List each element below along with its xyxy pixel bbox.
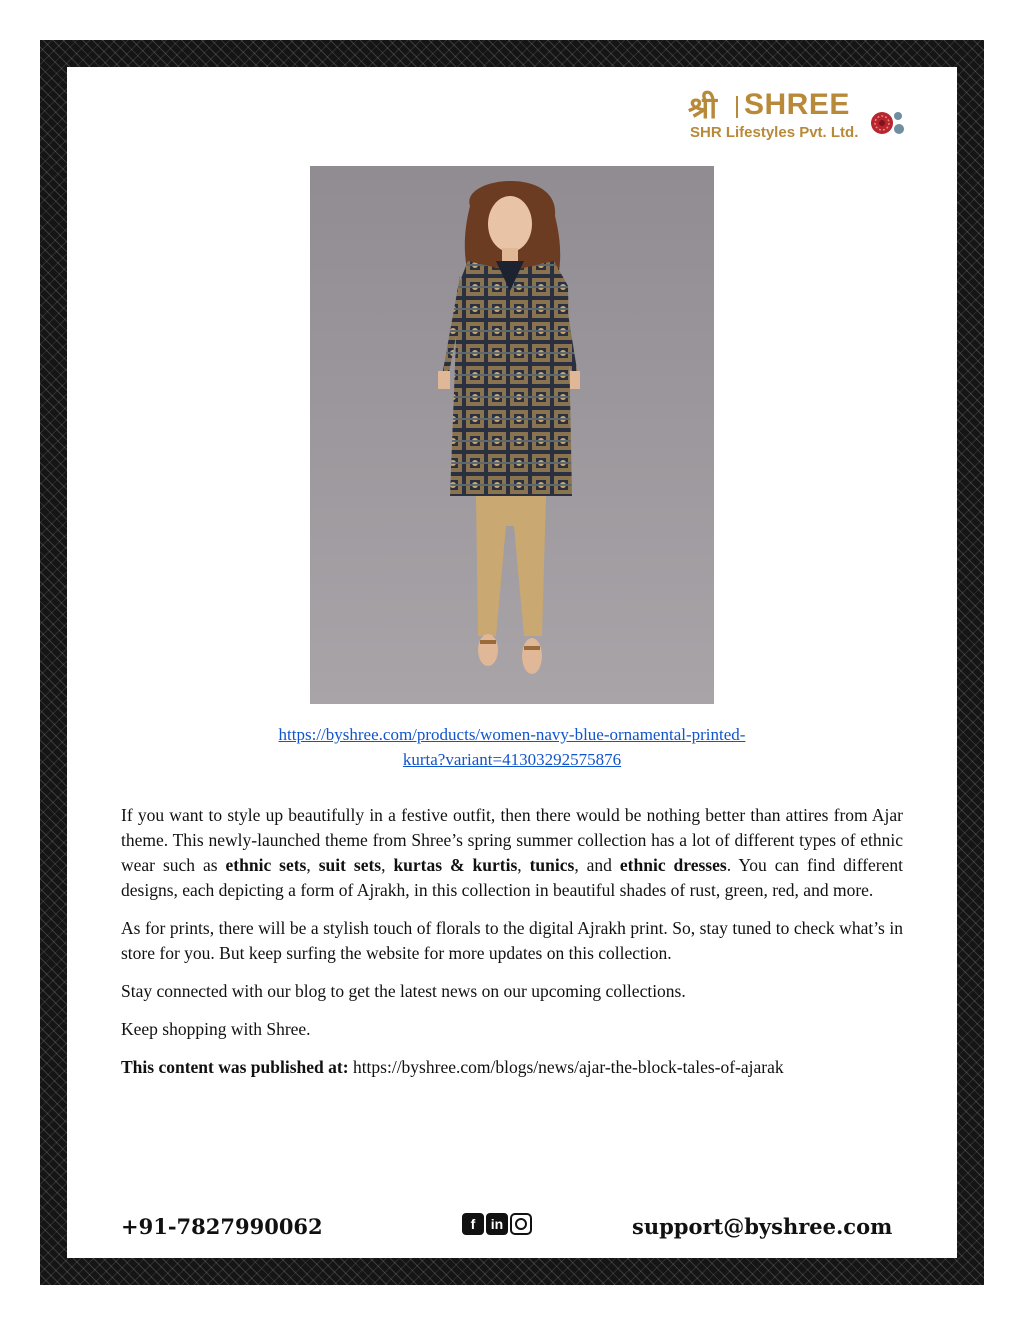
keyword-ethnic-dresses: ethnic dresses — [619, 855, 727, 875]
logo-divider — [736, 96, 738, 118]
logo-devanagari: श्री — [688, 91, 718, 126]
product-link-line-2[interactable]: kurta?variant=41303292575876 — [402, 750, 622, 769]
keyword-suit-sets: suit sets — [318, 855, 382, 875]
paragraph-1 — [121, 803, 903, 903]
footer-phone[interactable]: +91-7827990062 — [121, 1214, 323, 1239]
separator: , and — [574, 855, 620, 875]
facebook-icon[interactable]: f — [462, 1213, 484, 1235]
logo-wordmark: SHREE — [744, 88, 850, 121]
paragraph-1-end: . You can find different designs, each depicting a form of Ajrakh, in this collection in beautiful shades of rust, green, red, and more. — [121, 855, 904, 900]
paragraph-2: As for prints, there will be a stylish touch of florals to the digital Ajrakh print. So, stay tuned to check what’s in store for you. But keep surfing the website for more updates on this collection. — [121, 918, 903, 963]
published-label: This content was published at: — [121, 1057, 349, 1077]
paragraph-4: Keep shopping with Shree. — [121, 1019, 311, 1039]
published-url[interactable]: https://byshree.com/blogs/news/ajar-the-block-tales-of-ajarak — [348, 1057, 784, 1077]
keyword-kurtas-kurtis: kurtas & kurtis — [393, 855, 518, 875]
flower-icon — [868, 106, 908, 140]
footer-email[interactable]: support@byshree.com — [632, 1214, 893, 1239]
instagram-icon[interactable] — [510, 1213, 532, 1235]
separator: , — [381, 855, 394, 875]
article-body — [121, 803, 903, 1093]
keyword-tunics: tunics — [529, 855, 575, 875]
product-photo-kurta[interactable] — [310, 166, 714, 704]
social-icons — [462, 1213, 532, 1237]
logo-company-name: SHR Lifestyles Pvt. Ltd. — [690, 124, 859, 141]
paragraph-3: Stay connected with our blog to get the latest news on our upcoming collections. — [121, 981, 686, 1001]
keyword-ethnic-sets: ethnic sets — [225, 855, 307, 875]
paragraph-5 — [121, 1055, 903, 1080]
linkedin-icon[interactable]: in — [486, 1213, 508, 1235]
product-link[interactable] — [120, 722, 904, 772]
shree-logo[interactable] — [688, 90, 918, 150]
product-link-line-1[interactable]: https://byshree.com/products/women-navy-blue-ornamental-printed- — [278, 725, 746, 744]
separator: , — [306, 855, 319, 875]
paragraph-1-text: If you want to style up beautifully in a festive outfit, then there would be nothing better than attires from Ajar theme. This newly-launched theme from Shree’s spring summer collection has a lot of different types of ethnic wear such as — [121, 805, 903, 875]
separator: , — [517, 855, 530, 875]
